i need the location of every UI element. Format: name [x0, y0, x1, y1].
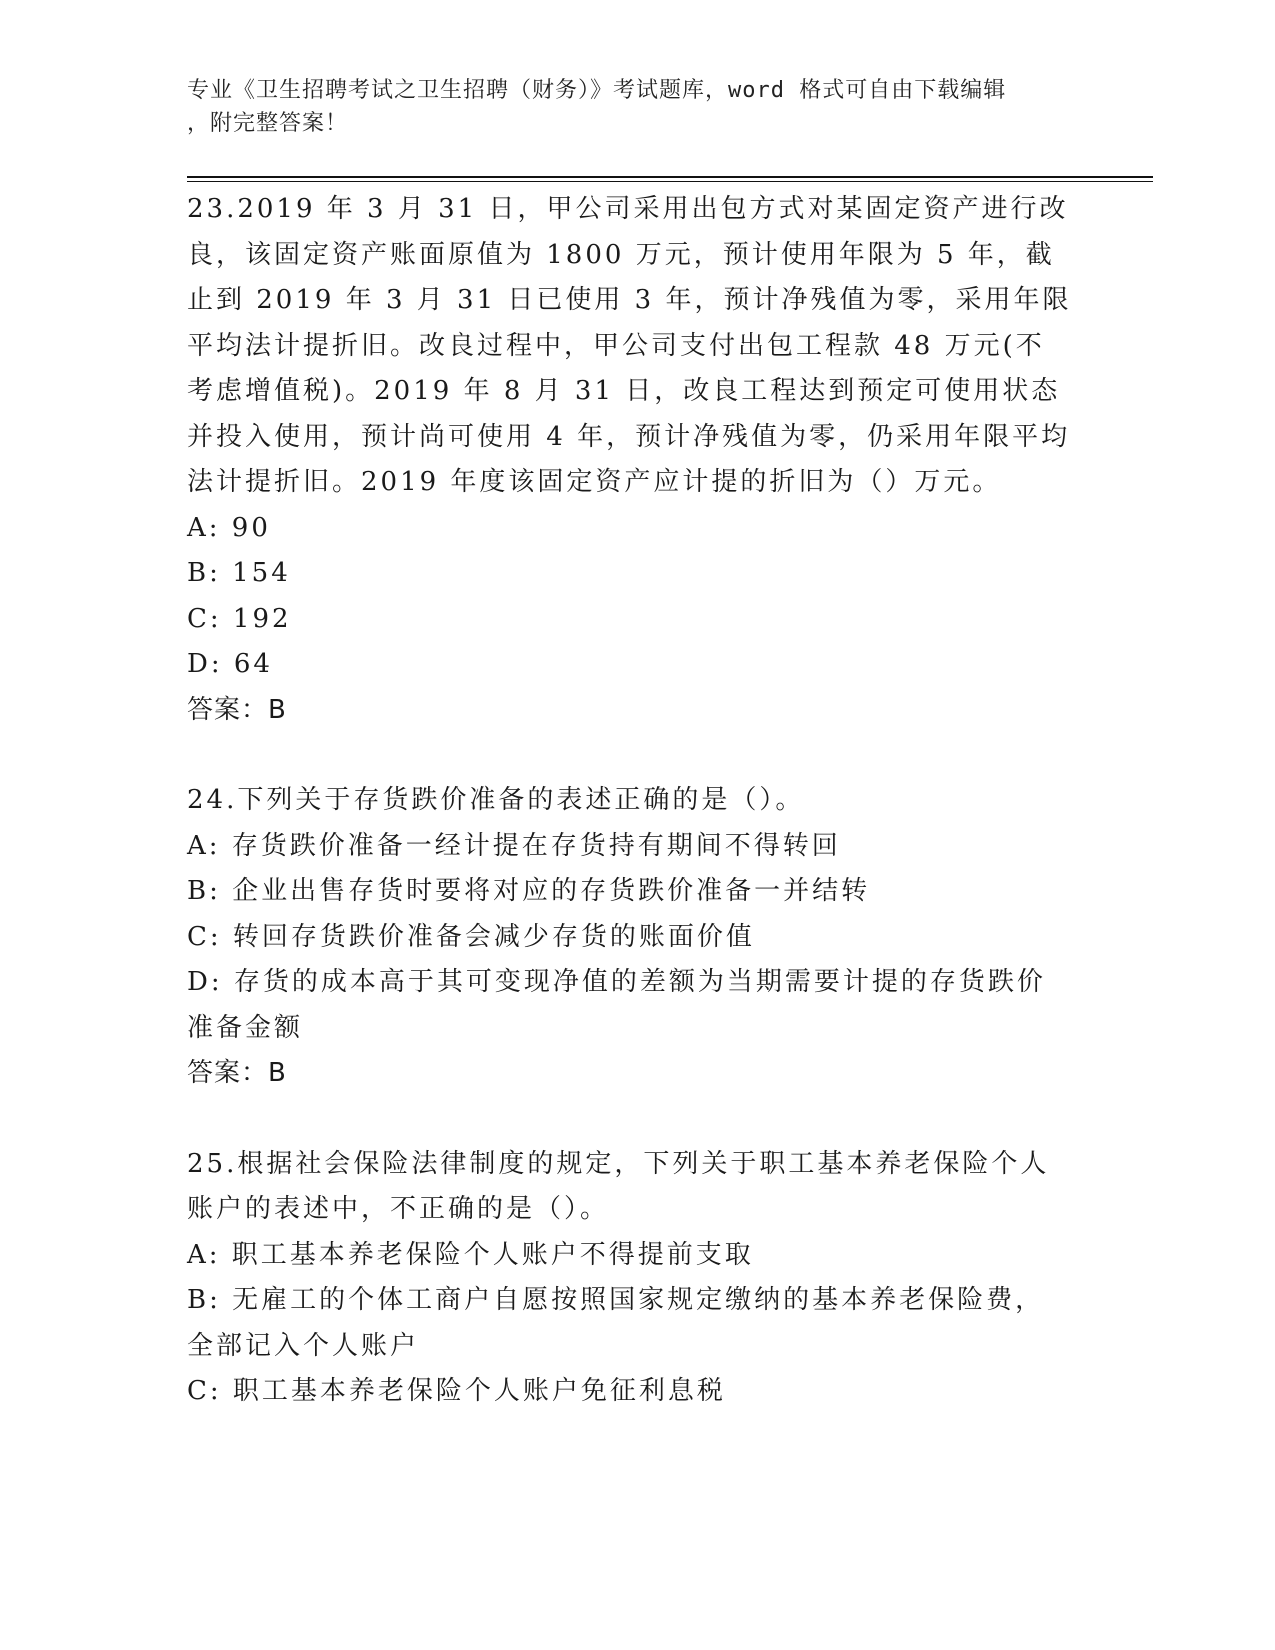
answer: 答案：B	[187, 1058, 287, 1088]
option-a: A: 90	[187, 512, 271, 543]
option-d: D: 64	[187, 649, 273, 679]
header-divider	[187, 176, 1153, 182]
question-24	[187, 778, 1087, 1097]
option-c: C: 职工基本养老保险个人账户免征利息税	[187, 1376, 726, 1406]
answer: 答案：B	[187, 694, 287, 725]
option-b: B: 无雇工的个体工商户自愿按照国家规定缴纳的基本养老保险费，全部记入个人账户	[187, 1285, 1045, 1361]
question-23	[187, 187, 1087, 733]
question-list	[187, 187, 1087, 1415]
option-b: B: 企业出售存货时要将对应的存货跌价准备一并结转	[187, 876, 871, 906]
header-line-1: 专业《卫生招聘考试之卫生招聘（财务）》考试题库，word 格式可自由下载编辑	[187, 78, 1007, 103]
question-text: 23.2019 年 3 月 31 日，甲公司采用出包方式对某固定资产进行改良，该固定资产账面原值为 1800 万元，预计使用年限为 5 年，截止到 2019 年 3 月 31 日已使用 3 年，预计净残值为零，采用年限平均法计提折旧。改良过程中，甲公司支付出包工程款 48 万元(不考虑增值税)。2019 年 8 月 31 日，改良工程达到预定可使用状态并投入使用，预计尚可使用 4 年，预计净残值为零，仍采用年限平均法计提折旧。2019 年度该固定资产应计提的折旧为（）万元。	[187, 194, 1072, 497]
header-line-2: ，附完整答案！	[187, 111, 349, 136]
question-text: 25.根据社会保险法律制度的规定，下列关于职工基本养老保险个人账户的表述中，不正确的是（）。	[187, 1148, 1050, 1224]
option-a: A: 存货跌价准备一经计提在存货持有期间不得转回	[187, 830, 841, 861]
option-c: C: 转回存货跌价准备会减少存货的账面价值	[187, 921, 755, 952]
spacer	[187, 1097, 1087, 1142]
document-header	[187, 74, 1067, 140]
question-25	[187, 1142, 1087, 1415]
option-a: A: 职工基本养老保险个人账户不得提前支取	[187, 1239, 754, 1270]
question-text: 24.下列关于存货跌价准备的表述正确的是（）。	[187, 785, 805, 815]
option-d: D: 存货的成本高于其可变现净值的差额为当期需要计提的存货跌价准备金额	[187, 967, 1046, 1043]
option-c: C: 192	[187, 603, 292, 634]
spacer	[187, 733, 1087, 778]
option-b: B: 154	[187, 558, 291, 588]
